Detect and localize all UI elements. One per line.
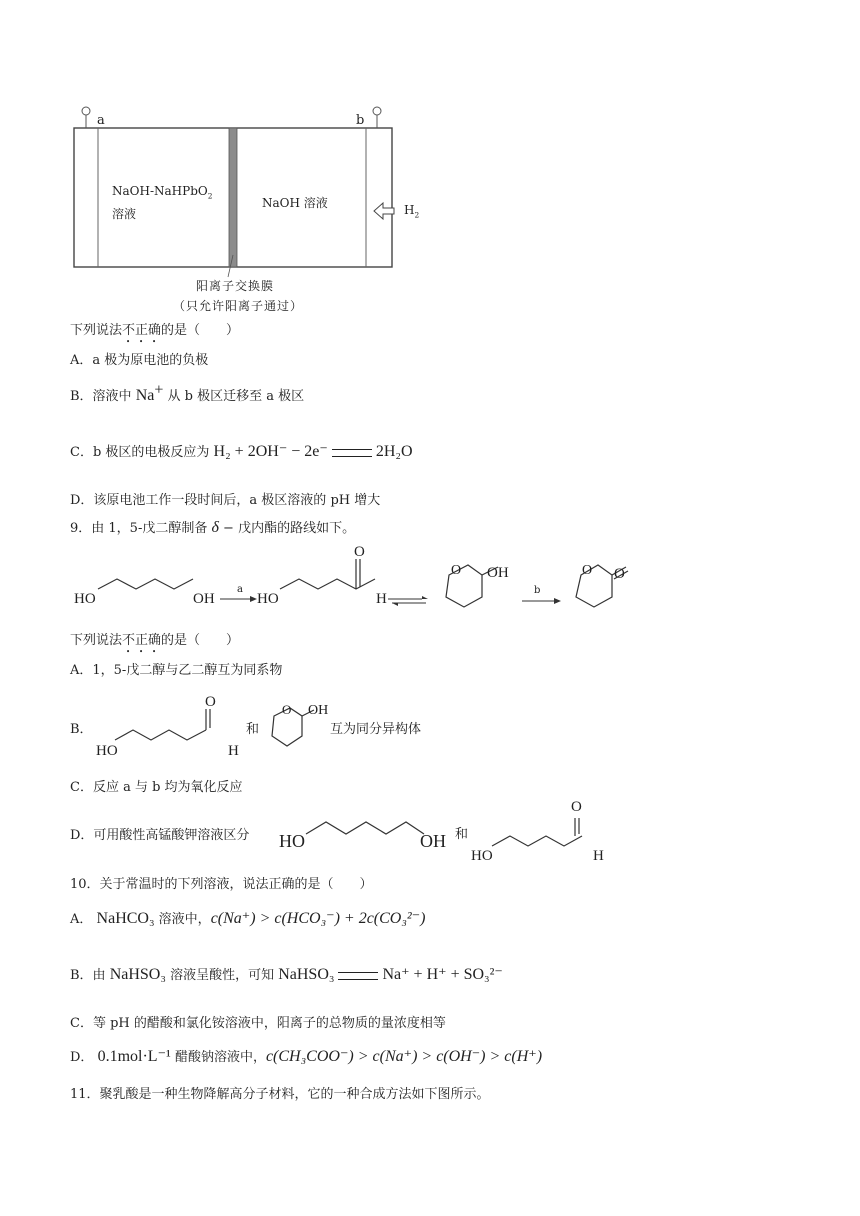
q8-stem: 下列说法不正确的是（ ） [70,323,240,338]
q9-b-ho: HO [96,743,118,759]
q8-option-d: D．该原电池工作一段时间后，a 极区溶液的 pH 增大 [70,493,381,508]
scheme-h-aldehyde: H [376,591,387,607]
equals-sign-icon [338,972,378,980]
q9-b-tail: 互为同分异构体 [330,722,422,737]
scheme-o-aldehyde: O [354,544,365,560]
scheme-ring-o-1: O [451,563,462,578]
q9-d-ho-2: HO [471,848,493,864]
right-solution-label: NaOH 溶液 [262,196,328,210]
q9-option-c: C．反应 a 与 b 均为氧化反应 [70,780,243,795]
pentanediol-skeleton [98,579,193,589]
hydrogen-label: $H_2$ [404,203,420,220]
q9-d-o: O [571,799,582,815]
q8-option-c: C．b 极区的电极反应为 H₂ + 2OH⁻ − 2e⁻ 2H₂O [70,443,413,460]
arrow-a-icon [250,596,257,602]
terminal-a-icon [82,107,90,115]
left-solution-label: NaOH-NaHPbO$_2$ [112,184,213,201]
scheme-ho-2: HO [257,591,279,607]
scheme-ring-o-2: O [582,563,593,578]
q9-b-h: H [228,743,239,759]
arrow-b-icon [554,598,561,604]
q8-option-a: A．a 极为原电池的负极 [70,353,209,368]
scheme-oh-2: OH [487,565,509,581]
q9-b-o: O [205,694,216,710]
q9-option-d-label: D．可用酸性高锰酸钾溶液区分 [70,828,250,843]
q8-option-b: B．溶液中 Na+ 从 b 极区迁移至 a 极区 [70,381,305,404]
q10-stem: 10．关于常温时的下列溶液，说法正确的是（ ） [70,877,373,892]
scheme-ho-1: HO [74,591,96,607]
q9-d-and: 和 [455,827,469,842]
scheme-carbonyl-o: O [614,566,625,582]
q9-b-oh: OH [308,703,329,718]
membrane-label: 阳离子交换膜 [196,279,275,293]
q9-b-and: 和 [246,722,260,737]
equals-sign-icon [332,449,372,457]
electrode-b-label: b [356,113,365,128]
q9-option-a: A．1，5-戊二醇与乙二醇互为同系物 [70,663,283,678]
scheme-step-a-label: a [237,584,243,595]
terminal-b-icon [373,107,381,115]
q9-d-oh: OH [420,831,446,851]
q10-option-c: C．等 pH 的醋酸和氯化铵溶液中，阳离子的总物质的量浓度相等 [70,1016,446,1031]
q9-b-ring-o: O [282,702,292,717]
hydrogen-inlet-arrow-icon [374,203,394,219]
electrode-a-label: a [97,113,105,128]
q10-option-d: D． 0.1mol·L⁻¹ 醋酸钠溶液中，c(CH₃COO⁻) > c(Na⁺) > c(OH⁻) > c(H⁺) [70,1048,543,1065]
q9-stem: 9．由 1，5-戊二醇制备 δ − 戊内酯的路线如下。 [70,519,356,536]
q9-d-h: H [593,848,604,864]
cation-exchange-membrane [229,128,237,267]
q10-option-b: B．由 NaHSO₃ 溶液呈酸性，可知 NaHSO₃ Na⁺ + H⁺ + SO₃²⁻ [70,966,503,983]
scheme-step-b-label: b [534,585,541,596]
reaction-scheme [70,545,670,625]
membrane-note: （只允许阳离子通过） [173,299,304,313]
scheme-oh-1: OH [193,591,215,607]
q9-option-b-label: B． [70,722,93,737]
q11-stem: 11．聚乳酸是一种生物降解高分子材料，它的一种合成方法如下图所示。 [70,1087,490,1102]
q9-ask: 下列说法不正确的是（ ） [70,633,240,648]
q9-d-ho: HO [279,831,305,851]
hydroxypentanal-skeleton [280,579,375,589]
left-solution-label-2: 溶液 [112,207,137,221]
q10-option-a: A． NaHCO₃ 溶液中，c(Na⁺) > c(HCO₃⁻) + 2c(CO₃²⁻) [70,910,426,927]
